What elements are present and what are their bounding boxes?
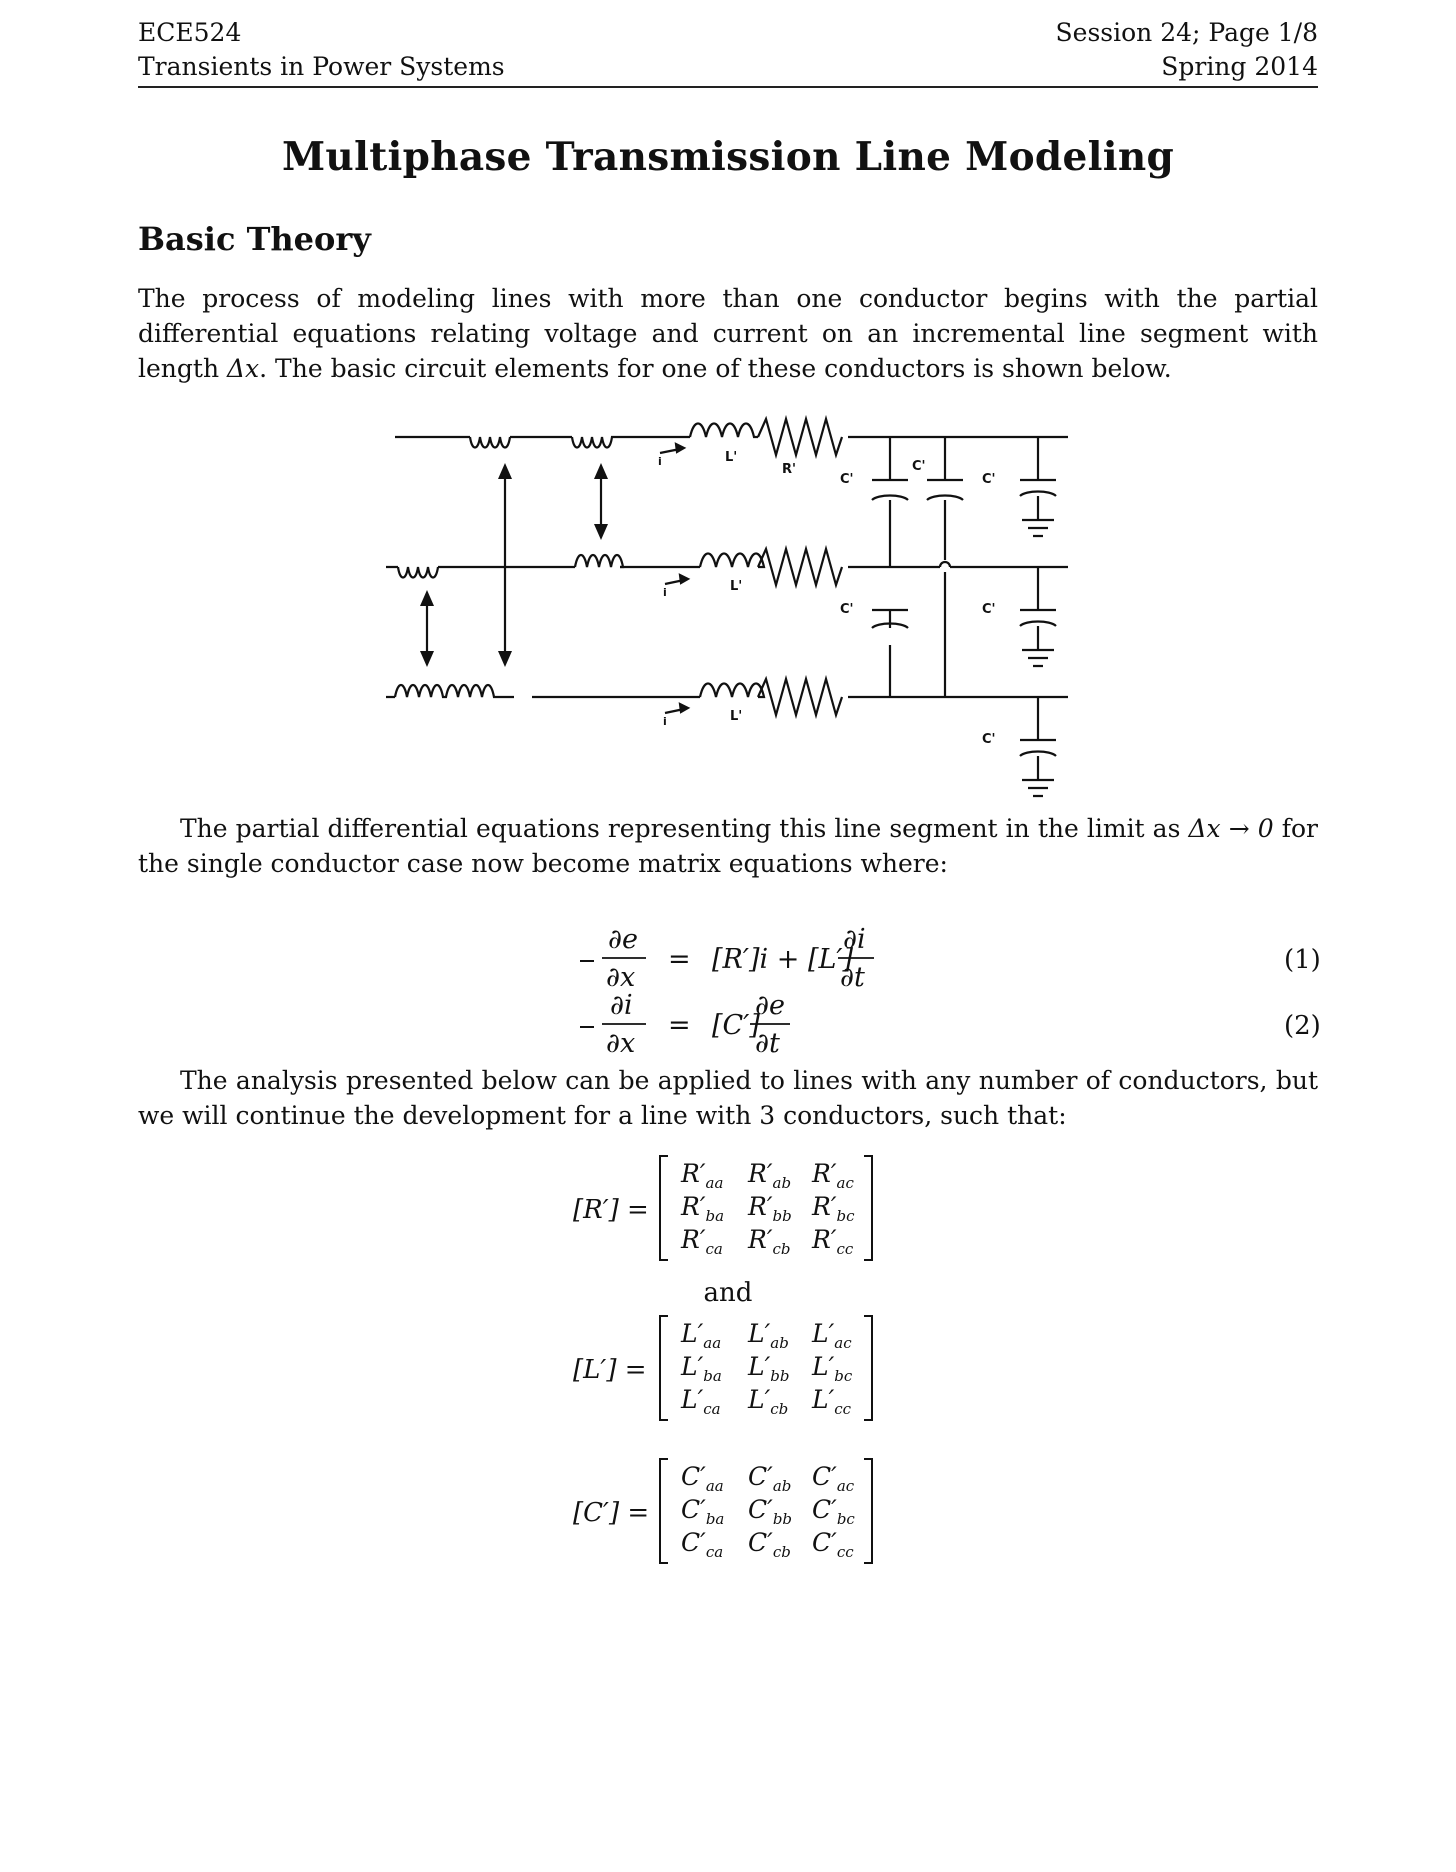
label-current: i [658, 455, 662, 468]
r-matrix-name: [R′] = [573, 1195, 649, 1225]
eq2-numerator: ∂i [610, 990, 633, 1021]
l-matrix-entry: $L'_{cc}$ [812, 1385, 852, 1418]
r-matrix-left-bracket [660, 1156, 668, 1260]
matrices-group [573, 1156, 872, 1563]
eq2-rhs-numerator: ∂e [755, 990, 785, 1021]
l-matrix-entry: $L'_{ca}$ [681, 1385, 721, 1418]
label-current: i [663, 586, 667, 599]
label-inductance: L' [725, 450, 738, 465]
eq2-denominator: ∂x [606, 1028, 636, 1059]
label-inductance: L' [730, 579, 743, 594]
eq1-number: (1) [1284, 945, 1321, 975]
eq2-rhs: [C′] [712, 1010, 760, 1041]
and-label: and [703, 1278, 753, 1308]
r-matrix-entry: $R'_{bc}$ [812, 1192, 855, 1225]
l-matrix-entry: $L'_{bc}$ [812, 1352, 853, 1385]
analysis-paragraph: The analysis presented below can be applied to lines with any number of conductors, but we will continue the development for a line with 3 conductors, such that: [138, 1066, 1318, 1130]
section-heading: Basic Theory [138, 220, 371, 258]
session-page: Session 24; Page 1/8 [1055, 18, 1318, 47]
r-matrix-right-bracket [864, 1156, 872, 1260]
eq1-numerator: ∂e [608, 924, 638, 955]
r-matrix [573, 1156, 872, 1260]
l-matrix-entry: $L'_{ba}$ [681, 1352, 722, 1385]
l-matrix-entry: $L'_{ac}$ [812, 1319, 852, 1352]
label-current: i [663, 715, 667, 728]
eq2-rhs-denominator: ∂t [755, 1028, 780, 1059]
r-matrix-entry: $R'_{aa}$ [681, 1159, 724, 1192]
label-inductance: L' [730, 709, 743, 724]
course-title: Transients in Power Systems [138, 52, 505, 81]
eq2-number: (2) [1284, 1011, 1321, 1041]
r-matrix-entry: $R'_{bb}$ [748, 1192, 792, 1225]
equation-2 [580, 990, 1321, 1059]
l-matrix-entry: $L'_{cb}$ [748, 1385, 789, 1418]
r-matrix-entry: $R'_{ba}$ [681, 1192, 725, 1225]
label-capacitance: C' [982, 732, 996, 747]
c-matrix [573, 1459, 872, 1563]
pde-text-a: The partial differential equations representing this line segment in the limit as [180, 814, 1189, 843]
c-matrix-entry: $C'_{ca}$ [681, 1528, 724, 1561]
label-capacitance: C' [912, 459, 926, 474]
l-matrix-entry: $L'_{ab}$ [748, 1319, 789, 1352]
l-matrix-right-bracket [864, 1316, 872, 1420]
page-title: Multiphase Transmission Line Modeling [281, 134, 1175, 180]
c-matrix-entry: $C'_{cc}$ [812, 1528, 854, 1561]
label-resistance: R' [782, 462, 796, 477]
r-matrix-entry: $R'_{ab}$ [748, 1159, 792, 1192]
c-matrix-entry: $C'_{bc}$ [812, 1495, 855, 1528]
eq1-rhs-denominator: ∂t [840, 962, 865, 993]
c-matrix-entry: $C'_{bb}$ [748, 1495, 793, 1528]
label-capacitance: C' [840, 472, 854, 487]
c-matrix-right-bracket [864, 1459, 872, 1563]
intro-text-a: The process of modeling lines with more than one conductor begins with the partial differential equations relating voltage and current on an incremental line segment with length [138, 284, 1318, 383]
equation-1 [580, 924, 1321, 993]
eq1-denominator: ∂x [606, 962, 636, 993]
label-capacitance: C' [982, 472, 996, 487]
intro-text-b: . The basic circuit elements for one of these conductors is shown below. [259, 354, 1172, 383]
c-matrix-name: [C′] = [573, 1498, 650, 1528]
l-matrix-name: [L′] = [573, 1355, 647, 1385]
c-matrix-entry: $C'_{ab}$ [748, 1462, 792, 1495]
c-matrix-entry: $C'_{cb}$ [748, 1528, 791, 1561]
intro-delta-x: Δx [227, 354, 260, 383]
r-matrix-entry: $R'_{cc}$ [812, 1225, 854, 1258]
label-capacitance: C' [840, 602, 854, 617]
r-matrix-entry: $R'_{cb}$ [748, 1225, 791, 1258]
eq1-rhs-numerator: ∂i [843, 924, 866, 955]
c-matrix-left-bracket [660, 1459, 668, 1563]
course-code: ECE524 [138, 18, 242, 47]
eq1-equals: = [668, 944, 691, 975]
c-matrix-entry: $C'_{aa}$ [681, 1462, 724, 1495]
eq2-equals: = [668, 1010, 691, 1041]
r-matrix-entry: $R'_{ac}$ [812, 1159, 854, 1192]
r-matrix-entry: $R'_{ca}$ [681, 1225, 723, 1258]
pde-limit: Δx → 0 [1188, 814, 1274, 843]
l-matrix-left-bracket [660, 1316, 668, 1420]
c-matrix-entry: $C'_{ac}$ [812, 1462, 855, 1495]
l-matrix-entry: $L'_{bb}$ [748, 1352, 790, 1385]
c-matrix-entry: $C'_{ba}$ [681, 1495, 725, 1528]
label-capacitance: C' [982, 602, 996, 617]
l-matrix [573, 1316, 872, 1420]
eq1-rhs: [R′]i + [L′] [712, 944, 854, 975]
pde-text-b: for the single conductor case now become matrix equations where: [138, 814, 1319, 878]
l-matrix-entry: $L'_{aa}$ [681, 1319, 722, 1352]
term: Spring 2014 [1161, 52, 1318, 81]
